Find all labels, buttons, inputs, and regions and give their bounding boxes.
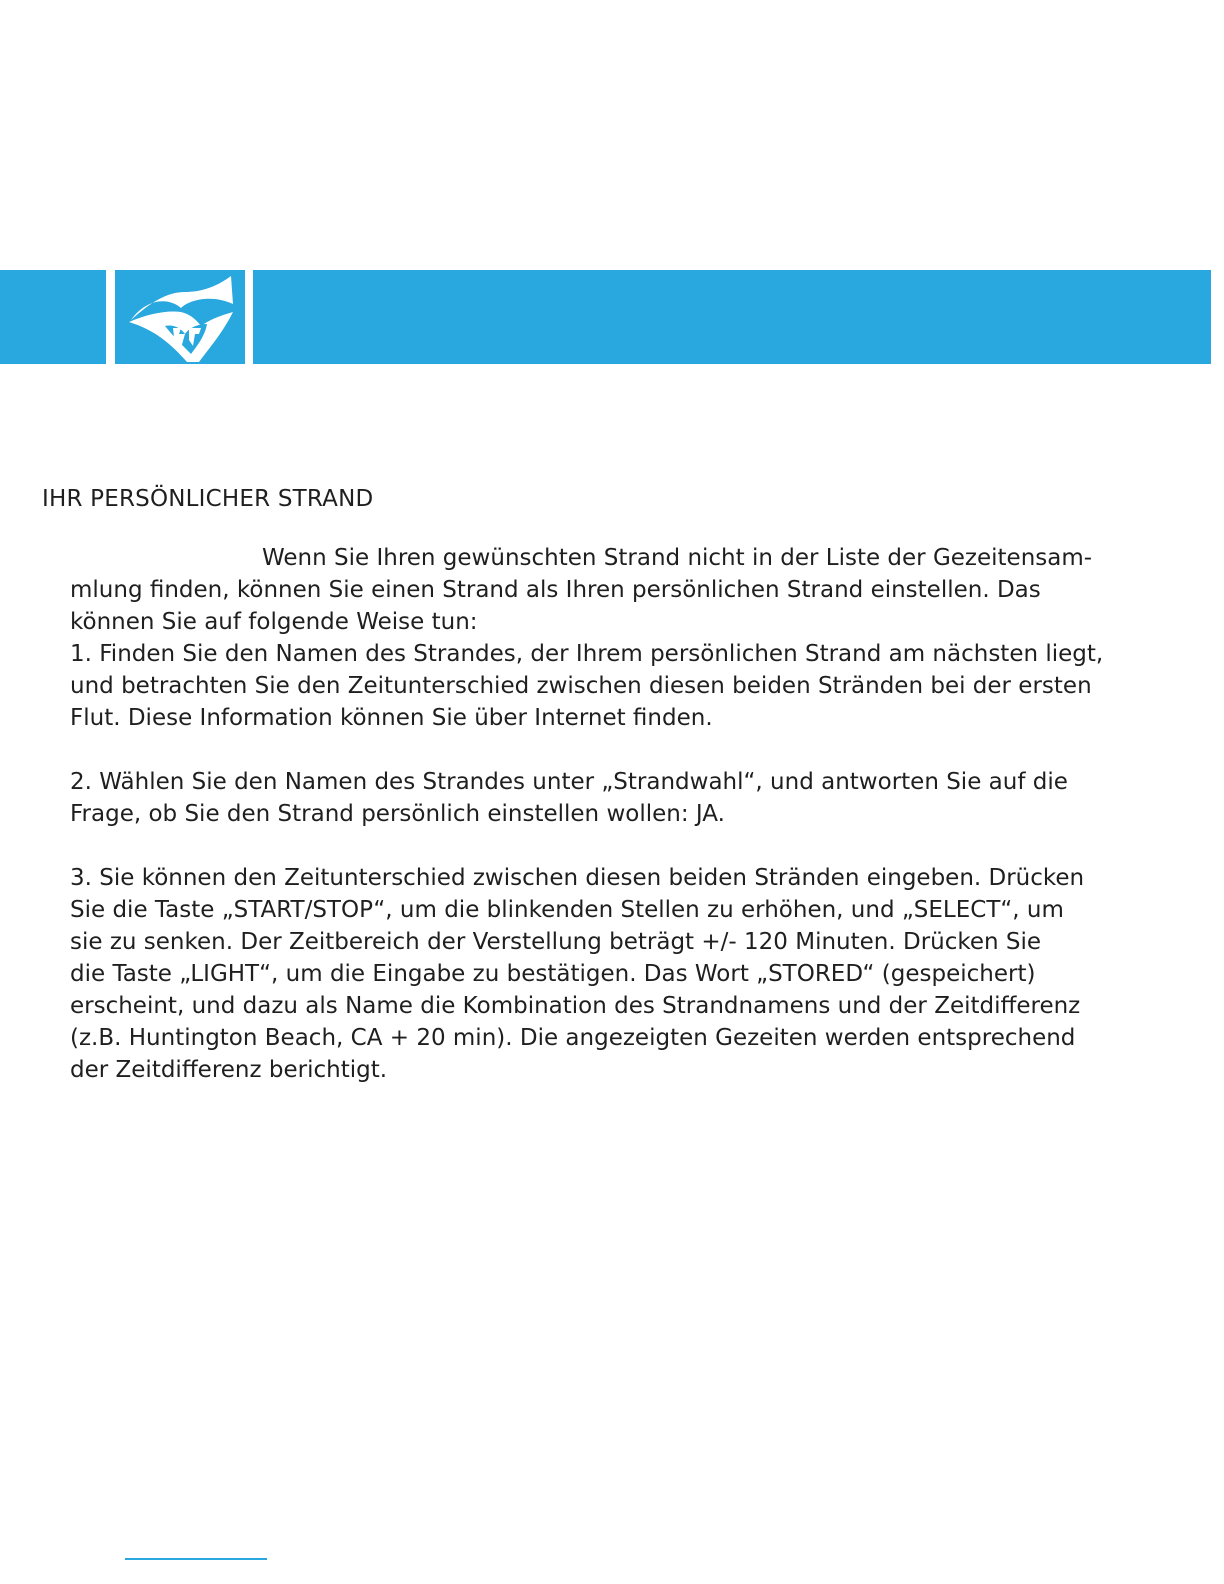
step-3-line: sie zu senken. Der Zeitbereich der Verstellung beträgt +/- 120 Minuten. Drücken Sie bbox=[70, 929, 1042, 955]
step-3-line: 3. Sie können den Zeitunterschied zwischen diesen beiden Stränden eingeben. Drücken bbox=[70, 865, 1085, 891]
footer-divider bbox=[125, 1558, 267, 1560]
header-band-left bbox=[0, 270, 106, 364]
paragraph-gap bbox=[70, 734, 1180, 766]
step-2-line: Frage, ob Sie den Strand persönlich einstellen wollen: JA. bbox=[70, 801, 725, 827]
step-3-line: erscheint, und dazu als Name die Kombination des Strandnamens und der Zeitdifferenz bbox=[70, 993, 1081, 1019]
brand-logo bbox=[115, 270, 245, 364]
step-3-line: der Zeitdifferenz berichtigt. bbox=[70, 1057, 388, 1083]
roxy-heart-logo-icon bbox=[115, 270, 245, 364]
step-3-line: die Taste „LIGHT“, um die Eingabe zu bestätigen. Das Wort „STORED“ (gespeichert) bbox=[70, 961, 1036, 987]
instructions-body bbox=[70, 542, 1180, 1086]
paragraph-gap bbox=[70, 830, 1180, 862]
step-1-line: 1. Finden Sie den Namen des Strandes, der Ihrem persönlichen Strand am nächsten liegt, bbox=[70, 641, 1104, 667]
section-title: IHR PERSÖNLICHER STRAND bbox=[42, 486, 374, 512]
step-3-line: (z.B. Huntington Beach, CA + 20 min). Die angezeigten Gezeiten werden entsprechend bbox=[70, 1025, 1076, 1051]
intro-line: können Sie auf folgende Weise tun: bbox=[70, 609, 478, 635]
step-3-line: Sie die Taste „START/STOP“, um die blinkenden Stellen zu erhöhen, und „SELECT“, um bbox=[70, 897, 1064, 923]
step-2-line: 2. Wählen Sie den Namen des Strandes unter „Strandwahl“, und antworten Sie auf die bbox=[70, 769, 1068, 795]
intro-line: Wenn Sie Ihren gewünschten Strand nicht in der Liste der Gezeitensam- bbox=[262, 545, 1093, 571]
intro-line: mlung finden, können Sie einen Strand als Ihren persönlichen Strand einstellen. Das bbox=[70, 577, 1041, 603]
step-1-line: Flut. Diese Information können Sie über Internet finden. bbox=[70, 705, 713, 731]
step-1-line: und betrachten Sie den Zeitunterschied zwischen diesen beiden Stränden bei der ersten bbox=[70, 673, 1092, 699]
header-band-right bbox=[253, 270, 1211, 364]
